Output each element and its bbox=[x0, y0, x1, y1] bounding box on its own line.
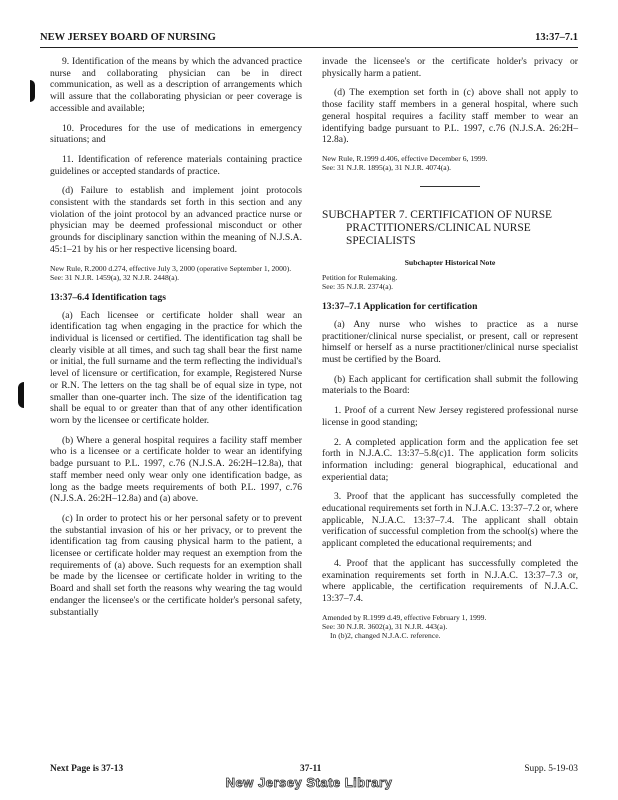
item-1: 1. Proof of a current New Jersey registered professional nurse license in good standing; bbox=[322, 405, 578, 428]
page-number: 37-11 bbox=[300, 764, 322, 774]
subchapter-historical-note bbox=[322, 273, 578, 291]
history-note-7-1 bbox=[322, 613, 578, 641]
paragraph-a: (a) Each licensee or certificate holder shall wear an identification tag when engaging in the practice for which the individual is licensed or certified. The identification tag shall be clearly visible at all times, and such tag shall bear the first name or initial, the full surname and the term reflecting the individual's level of licensure or certification, for example, Registered Nurse or R.N. The letters on the tag shall be of equal size in type, not smaller than one-quarter inch. The size of the identification tag shall be equal to or greater than that of any other identification worn by the licensee or certificate holder. bbox=[50, 309, 302, 426]
item-3: 3. Proof that the applicant has successfully completed the educational requirements set forth in N.J.A.C. 13:37–7.2 or, where applicable, N.J.A.C. 13:37–7.4. The applicant shall obtain verification of successful completion from the school(s) where the applicant completed the educational requirements; and bbox=[322, 491, 578, 550]
left-column bbox=[50, 56, 302, 626]
next-page-note: Next Page is 37-13 bbox=[50, 764, 124, 774]
right-column bbox=[322, 56, 578, 649]
header-title: NEW JERSEY BOARD OF NURSING bbox=[40, 32, 216, 43]
item-4: 4. Proof that the applicant has successfully completed the examination requirements set forth in N.J.A.C. 13:37–7.3 or, where applicable, the certification requirements of N.J.A.C. 13:37–7.4. bbox=[322, 557, 578, 604]
history-note-line: See: 31 N.J.R. 1459(a), 32 N.J.R. 2448(a). bbox=[50, 272, 180, 282]
history-note-line: Petition for Rulemaking. bbox=[322, 272, 398, 282]
history-note-line: Amended by R.1999 d.49, effective February 1, 1999. bbox=[322, 612, 487, 622]
header-section-number: 13:37–7.1 bbox=[535, 32, 578, 43]
paragraph-d: (d) Failure to establish and implement joint protocols consistent with the standards set forth in this section and any violation of the joint protocol by an advanced practice nurse or physician may be deemed professional misconduct or other grounds for disciplinary sanction within the meaning of N.J.S.A. 45:1–21 by his or her respective licensing board. bbox=[50, 185, 302, 255]
paragraph-c: (c) In order to protect his or her personal safety or to prevent the substantial invasion of his or her privacy, or to prevent the identification tag from causing physical harm to the patient, a licensee or certificate holder may request an exemption from the requirements of (a) above. Such requests for an exemption shall be made by the licensee or certificate holder in writing to the Board and shall set forth the reasons why wearing the tag would endanger the licensee's or the certificate holder's personal safety, substantially bbox=[50, 512, 302, 618]
history-note-line: See: 30 N.J.R. 3602(a), 31 N.J.R. 443(a). bbox=[322, 621, 448, 631]
margin-mark-top bbox=[30, 80, 35, 102]
history-note-line: New Rule, R.2000 d.274, effective July 3, 2000 (operative September 1, 2000). bbox=[50, 263, 292, 273]
paragraph-c-continued: invade the licensee's or the certificate holder's privacy or physically harm a patient. bbox=[322, 56, 578, 79]
history-note-line: In (b)2, changed N.J.A.C. reference. bbox=[330, 631, 441, 641]
history-note-line: New Rule, R.1999 d.406, effective December 6, 1999. bbox=[322, 153, 488, 163]
running-header bbox=[40, 30, 578, 48]
paragraph-b: (b) Each applicant for certification shall submit the following materials to the Board: bbox=[322, 373, 578, 397]
item-2: 2. A completed application form and the application fee set forth in N.J.A.C. 13:37–5.8(c)1. The application form solicits information including: general biographical, educational and experiential data; bbox=[322, 436, 578, 483]
history-note-6-4 bbox=[322, 154, 578, 172]
paragraph-d: (d) The exemption set forth in (c) above shall not apply to those facility staff members in a general hospital, where such general hospital requires a facility staff member to wear an identifying badge pursuant to P.L. 1997, c.76 (N.J.S.A. 26:2H–12.8a). bbox=[322, 87, 578, 146]
history-note-6-3 bbox=[50, 264, 302, 282]
section-heading-7-1: 13:37–7.1 Application for certification bbox=[322, 301, 478, 313]
paragraph-b: (b) Where a general hospital requires a facility staff member who is a licensee or a certificate holder to wear an identifying badge pursuant to P.L. 1997, c.76 (N.J.S.A. 26:2H–12.8a), that staff member need only wear only one identification badge, as long as the badge meets requirements of both P.L. 1997, c.76 (N.J.S.A. 26:2H–12.8a) and (a) above. bbox=[50, 434, 302, 505]
history-note-line: See: 31 N.J.R. 1895(a), 31 N.J.R. 4074(a). bbox=[322, 163, 452, 173]
margin-mark-middle bbox=[18, 382, 24, 408]
library-stamp: New Jersey State Library bbox=[225, 775, 393, 790]
subchapter-historical-note-title: Subchapter Historical Note bbox=[404, 258, 496, 268]
item-11: 11. Identification of reference materials containing practice guidelines or accepted standards of practice. bbox=[50, 153, 302, 177]
subchapter-title: SUBCHAPTER 7. CERTIFICATION OF NURSE PRACTITIONERS/CLINICAL NURSE SPECIALISTS bbox=[322, 209, 553, 247]
section-heading-6-4: 13:37–6.4 Identification tags bbox=[50, 291, 166, 303]
paragraph-a: (a) Any nurse who wishes to practice as a nurse practitioner/clinical nurse specialist, or present, call or represent himself or herself as a nurse practitioner/clinical nurse specialist must be certified by the Board. bbox=[322, 318, 578, 366]
section-divider bbox=[420, 186, 480, 187]
history-note-line: See: 35 N.J.R. 2374(a). bbox=[322, 282, 394, 292]
supplement-date: Supp. 5-19-03 bbox=[524, 764, 578, 774]
item-10: 10. Procedures for the use of medications in emergency situations; and bbox=[50, 122, 302, 146]
item-9: 9. Identification of the means by which the advanced practice nurse and collaborating physician can be in direct communication, as well as a description of arrangements which will assure that the collaborating physician or peer coverage is accessible and available; bbox=[50, 56, 302, 114]
